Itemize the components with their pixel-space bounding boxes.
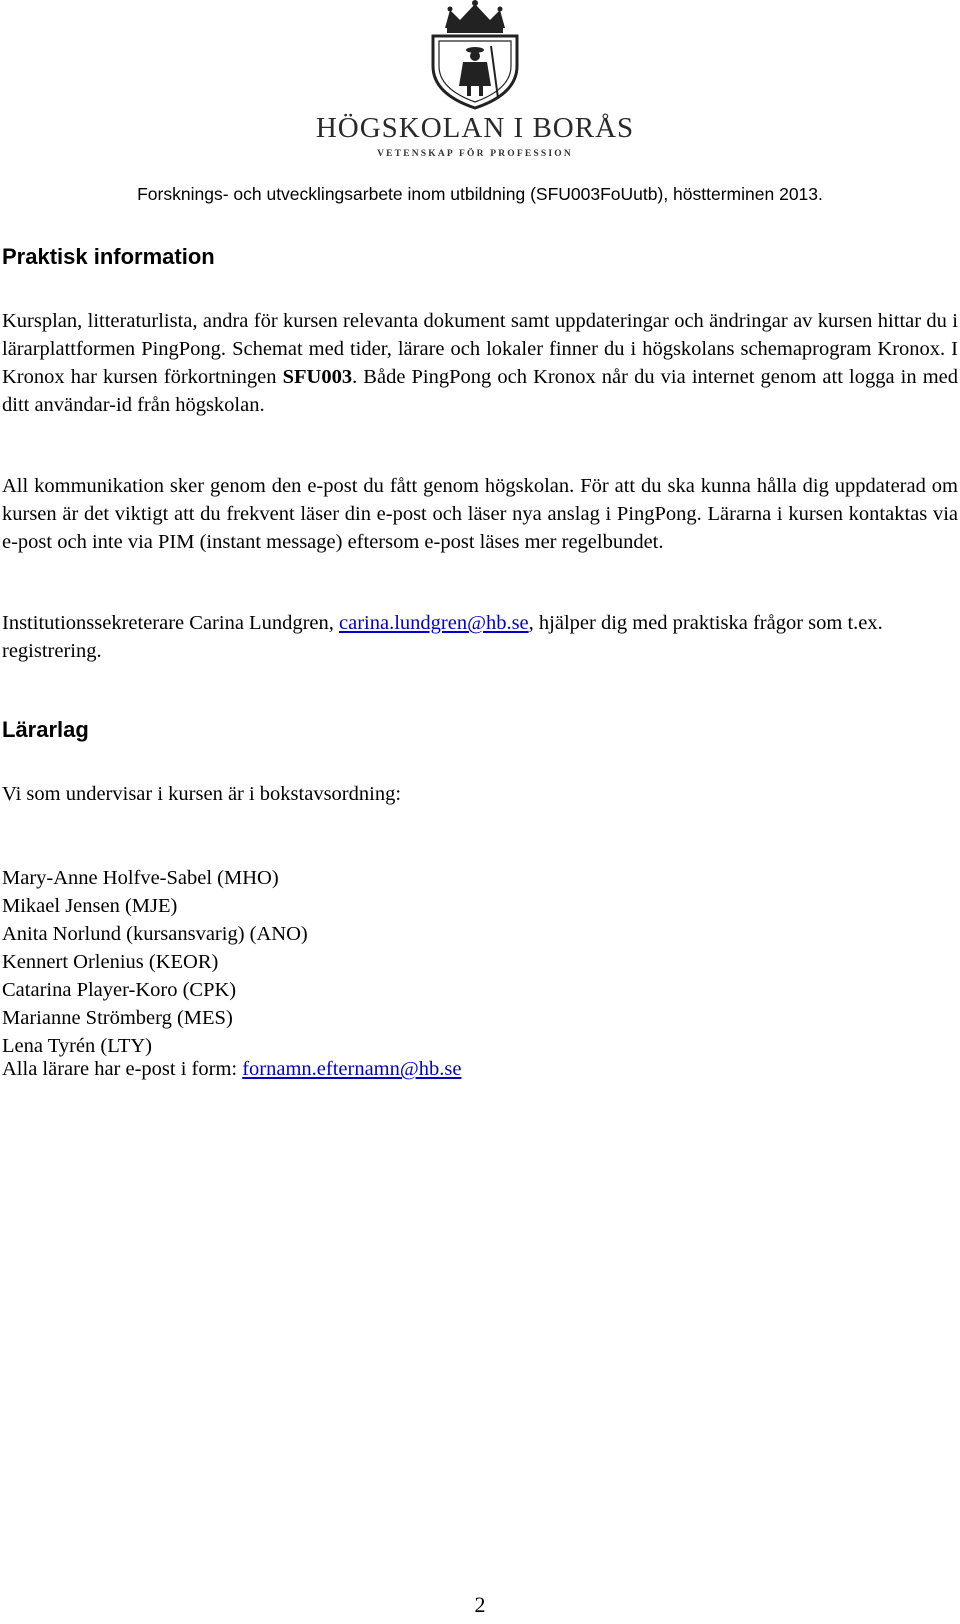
list-item: Anita Norlund (kursansvarig) (ANO) <box>2 923 308 945</box>
teacher-list <box>2 864 308 1060</box>
paragraph-sekreterare <box>2 609 958 665</box>
paragraph-kommunikation: All kommunikation sker genom den e-post du fått genom högskolan. För att du ska kunna hålla dig uppdaterad om kursen är det viktigt att du frekvent läser din e-post och läser nya anslag i PingPong. Lärarna i kursen kontaktas via e-post och inte via PIM (instant message) eftersom e-post läses mer regelbundet. <box>2 475 958 553</box>
page-number: 2 <box>474 1592 486 1617</box>
university-logo <box>300 0 650 165</box>
paragraph-sekreterare-text: Institutionssekreterare Carina Lundgren, <box>2 612 339 634</box>
teachers-intro: Vi som undervisar i kursen är i bokstavsordning: <box>2 783 402 805</box>
heading-lararlag: Lärarlag <box>2 717 89 742</box>
paragraph-kursplan-text-end: . Både PingPong och Kronox når du via internet genom att logga in med ditt användar-id från högskolan. <box>2 366 959 416</box>
course-code: SFU003 <box>282 366 353 388</box>
heading-praktisk-information: Praktisk information <box>2 244 215 269</box>
list-item: Marianne Strömberg (MES) <box>2 1007 233 1029</box>
logo-tagline: VETENSKAP FÖR PROFESSION <box>377 149 573 159</box>
logo-name: HÖGSKOLAN I BORÅS <box>315 112 635 144</box>
list-item: Catarina Player-Koro (CPK) <box>2 979 237 1001</box>
list-item: Mikael Jensen (MJE) <box>2 895 178 917</box>
email-form-line <box>2 1055 958 1083</box>
paragraph-kursplan <box>2 307 958 419</box>
course-title: Forsknings- och utvecklingsarbete inom utbildning (SFU003FoUutb), höstterminen 2013. <box>137 184 823 204</box>
secretary-email-link[interactable]: carina.lundgren@hb.se <box>339 612 529 634</box>
crest-icon <box>300 0 650 112</box>
list-item: Mary-Anne Holfve-Sabel (MHO) <box>2 867 279 889</box>
paragraph-sekreterare-text-end: , hjälper dig med praktiska frågor som t.ex. registrering. <box>2 612 883 662</box>
list-item: Kennert Orlenius (KEOR) <box>2 951 219 973</box>
email-form-link[interactable]: fornamn.efternamn@hb.se <box>242 1058 462 1080</box>
email-form-label: Alla lärare har e-post i form: <box>2 1058 243 1080</box>
paragraph-kursplan-text: Kursplan, litteraturlista, andra för kursen relevanta dokument samt uppdateringar och ändringar av kursen hittar du i lärarplattformen PingPong. Schemat med tider, lärare och lokaler finner du i högskolans schemaprogram Kronox. I Kronox har kursen förkortningen <box>2 310 958 388</box>
list-item: Lena Tyrén (LTY) <box>2 1035 152 1057</box>
